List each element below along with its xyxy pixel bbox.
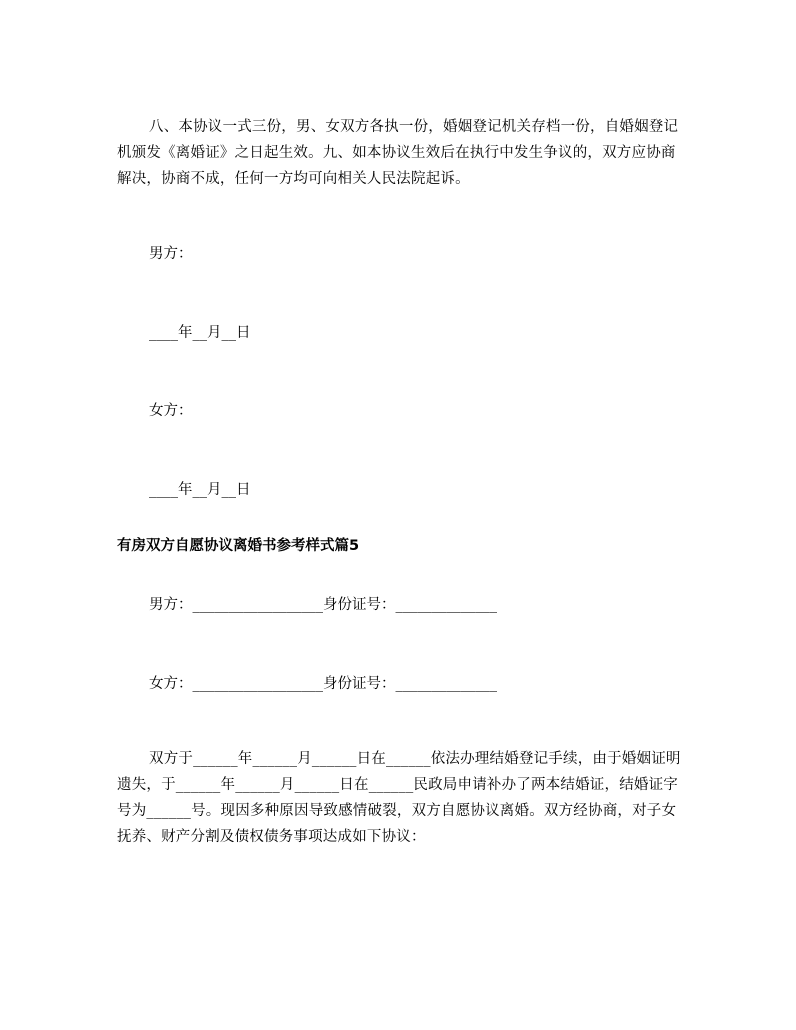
male-signature-date: ____年__月__日 (149, 325, 251, 341)
male-id-line: 男方：__________________身份证号：______________ (149, 597, 497, 613)
section-heading: 有房双方自愿协议离婚书参考样式篇5 (117, 538, 360, 554)
female-signature-label: 女方： (149, 403, 193, 419)
female-id-line: 女方：__________________身份证号：______________ (149, 676, 497, 692)
female-signature-date: ____年__月__日 (149, 482, 251, 498)
marriage-details-paragraph: 双方于______年______月______日在______依法办理结婚登记手续，由于婚姻证明遗失，于______年______月______日在______民政局申请补办了两本结婚证，结婚证字号为______号。现因多种原因导致感情破裂，双方自愿协议离婚。双方经协商，对子女抚养、财产分割及债权债务事项达成如下协议： (117, 751, 681, 845)
male-signature-label: 男方： (149, 246, 193, 262)
clause-8-9-paragraph: 八、本协议一式三份，男、女双方各执一份，婚姻登记机关存档一份，自婚姻登记机颁发《离婚证》之日起生效。九、如本协议生效后在执行中发生争议的，双方应协商解决，协商不成，任何一方均可向相关人民法院起诉。 (117, 119, 679, 187)
